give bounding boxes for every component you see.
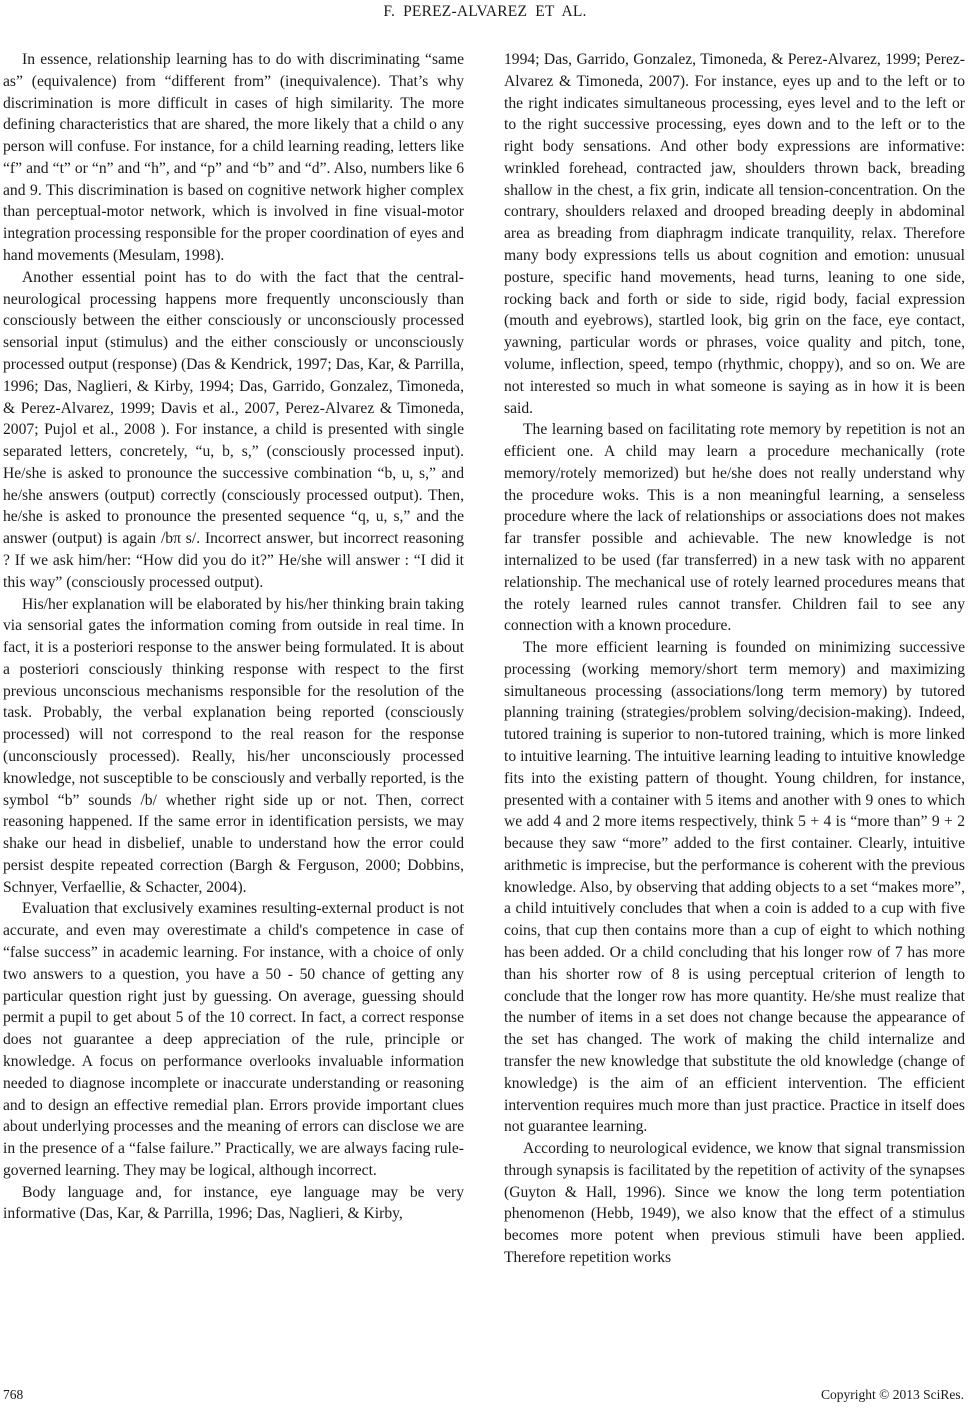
paragraph-neurological-evidence: According to neurological evidence, we know that signal transmission through synapsis is facilitated by the repetition of activity of the synapses (Guyton & Hall, 1996). Since we know the long term potentiation phenomenon (Hebb, 1949), we also know that the effect of a stimulus becomes more potent when previous stimuli have been applied. Therefore repetition works bbox=[504, 1140, 965, 1266]
paragraph-unconscious-processing: Another essential point has to do with the fact that the central-neurological processing happens more frequently unconsciously than consciously between the either consciously or unconsciously processed sensorial input (stimulus) and the either consciously or unconsciously processed output (response) (Das & Kendrick, 1997; Das, Kar, & Parrilla, 1996; Das, Naglieri, & Kirby, 1994; Das, Garrido, Gonzalez, Timoneda, & Perez-Alvarez, 1999; Davis et al., 2007, Perez-Alvarez & Timoneda, 2007; Pujol et al., 2008 ). For instance, a child is presented with single separated letters, concretely, “u, b, s,” (consciously processed input). He/she is asked to pronounce the successive combination “b, u, s,” and he/she answers (output) correctly (consciously processed output). Then, he/she is asked to pronounce the presented sequence “q, u, s,” and the answer (output) is again /bπ s/. Incorrect answer, but incorrect reasoning ? If we ask him/her: “How did you do it?” He/she will answer : “I did it this way” (consciously processed output). bbox=[3, 268, 465, 591]
page-number: 768 bbox=[3, 1387, 24, 1402]
copyright-notice: Copyright © 2013 SciRes. bbox=[820, 1387, 964, 1402]
paragraph-explanation: His/her explanation will be elaborated by his/her thinking brain taking via sensorial gates the information coming from outside in real time. In fact, it is a posteriori response to the answer being formulated. It is about a posteriori consciously thinking response with respect to the first previous unconscious mechanisms responsible for the resolution of the task. Probably, the verbal explanation being reported (consciously processed) will not correspond to the real reason for the response (unconsciously processed). Really, his/her unconsciously processed knowledge, not susceptible to be consciously and verbally reported, is the symbol “b” sounds /b/ whether right side up or not. Then, correct reasoning happened. If the same error in identification persists, we may shake our head in disbelief, unable to understand how the error could persist despite repeated correction (Bargh & Ferguson, 2000; Dobbins, Schnyer, Verfaellie, & Schacter, 2004). bbox=[3, 595, 464, 896]
right-column bbox=[504, 49, 965, 1269]
paragraph-efficient-learning: The more efficient learning is founded on minimizing successive processing (working memory/short term memory) and maximizing simultaneous processing (associations/long term memory) by tutored planning training (strategies/problem solving/decision-making). Indeed, tutored training is superior to non-tutored training, which is more linked to intuitive learning. The intuitive learning leading to intuitive knowledge fits into the existing pattern of thought. Young children, for instance, presented with a container with 5 items and another with 9 ones to which we add 4 and 2 more items respectively, think 5 + 4 is “more than” 9 + 2 because they saw “more” added to the first container. Clearly, intuitive arithmetic is imprecise, but the performance is coherent with the previous knowledge. Also, by observing that adding objects to a set “makes more”, a child intuitively concludes that when a coin is added to a cup with five coins, that cup then contains more than a cup of eight to which nothing has been added. Or a child concluding that his longer row of 7 has more than his shorter row of 8 is using perceptual criterion of length to conclude that the longer row has more quantity. He/she must realize that the number of items in a set does not change because the appearance of the set has changed. The work of making the child internalize and transfer the new knowledge that substitute the old knowledge (change of knowledge) is the aim of an efficient intervention. The efficient intervention requires much more than just practice. Practice in itself does not guarantee learning. bbox=[504, 639, 965, 1136]
paragraph-rote-memory: The learning based on facilitating rote memory by repetition is not an efficient one. A child may learn a procedure mechanically (rote memory/rotely memorized) but he/she does not really understand why the procedure woks. This is a non meaningful learning, a senseless procedure where the lack of relationships or associations does not makes far transfer possible and achievable. The new knowledge is not internalized to be used (far transferred) in a new task with no apparent relationship. The mechanical use of rotely learned procedures means that the rotely learned rules cannot transfer. Children fail to see any connection with a known procedure. bbox=[504, 421, 965, 635]
paragraph-body-language-continued: 1994; Das, Garrido, Gonzalez, Timoneda, & Perez-Alvarez, 1999; Perez-Alvarez & Timoneda, 2007). For instance, eyes up and to the left or to the right indicates simultaneous processing, eyes level and to the left or to the right successive processing, eyes down and to the left or to the right body sensations. And other body expressions are informative: wrinkled forehead, contracted jaw, shoulders thrown back, breading shallow in the chest, a fix grin, indicate all tension-concentration. On the contrary, shoulders relaxed and drooped breading deeply in abdominal area as breading from diaphragm indicate tranquility, relax. Therefore many body expressions tells us about cognition and emotion: unusual posture, specific hand movements, head turns, leaning to one side, rocking back and forth or side to side, rigid body, facial expression (mouth and eyebrows), startled look, big grin on the face, eye contact, yawning, particular words or phrases, voice quality and pitch, tone, volume, inflection, speed, tempo (rhythmic, choppy), and so on. We are not interested so much in what someone is saying as in how it is been said. bbox=[504, 51, 965, 417]
left-column bbox=[3, 49, 464, 1225]
paragraph-body-language: Body language and, for instance, eye language may be very informative (Das, Kar, & Parrilla, 1996; Das, Naglieri, & Kirby, bbox=[3, 1183, 464, 1223]
running-head: F. PEREZ-ALVAREZ ET AL. bbox=[383, 3, 587, 20]
paragraph-relationship-learning: In essence, relationship learning has to do with discriminating “same as” (equivalence) from “different from” (inequivalence). That’s why discrimination is more difficult in cases of high similarity. The more defining characteristics that are shared, the more likely that a child o any person will confuse. For instance, for a child learning reading, letters like “f” and “t” or “n” and “h”, and “p” and “b” and “d”. Also, numbers like 6 and 9. This discrimination is based on cognitive network higher complex than perceptual-motor network, which is involved in fine visual-motor integration processing responsible for the proper coordination of eyes and hand movements (Mesulam, 1998). bbox=[3, 51, 464, 265]
paragraph-evaluation: Evaluation that exclusively examines resulting-external product is not accurate, and even may overestimate a child's competence in case of “false success” in academic learning. For instance, with a choice of only two answers to a question, you have a 50 - 50 chance of getting any particular question right just by guessing. On average, guessing should permit a pupil to get about 5 of the 10 correct. In fact, a correct response does not guarantee a deep appreciation of the rule, principle or knowledge. A focus on performance overlooks invaluable information needed to diagnose incomplete or inaccurate understanding or reasoning and to design an effective remedial plan. Errors provide important clues about underlying processes and the meaning of errors can disclose we are in the presence of a “false failure.” Practically, we are always facing rule-governed learning. They may be logical, although incorrect. bbox=[3, 900, 464, 1179]
